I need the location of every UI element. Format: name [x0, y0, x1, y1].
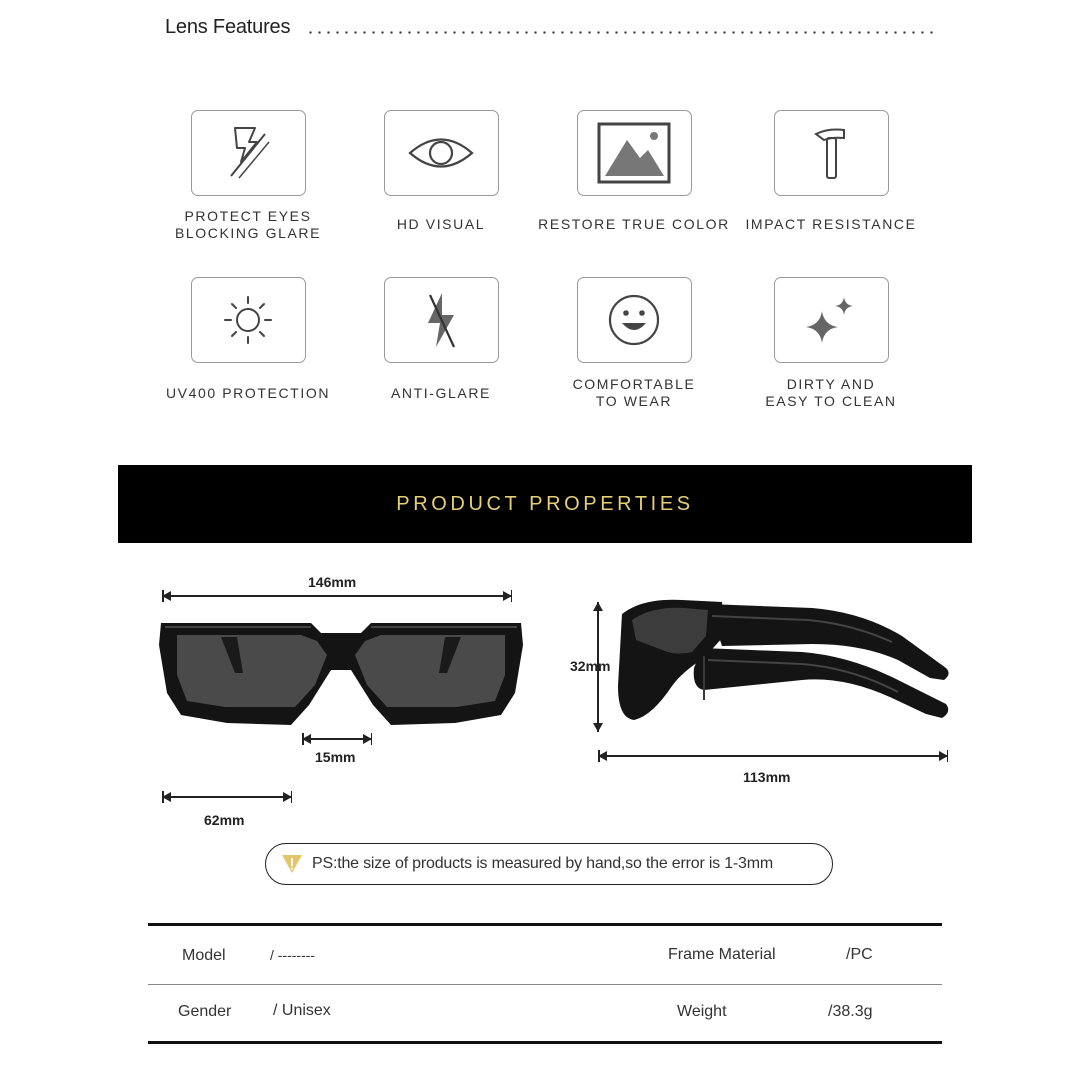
feature-easy-clean [731, 277, 931, 409]
feature-label-line: EASY TO CLEAN [765, 393, 897, 409]
feature-label-line: TO WEAR [595, 393, 673, 409]
smiley-icon [599, 285, 669, 355]
feature-label-line: DIRTY AND [786, 376, 876, 392]
feature-label-line: UV400 PROTECTION [165, 385, 331, 401]
feature-icon-box [774, 110, 889, 196]
feature-label-line: IMPACT RESISTANCE [745, 216, 917, 232]
feature-icon-box [191, 277, 306, 363]
feature-icon-box [577, 110, 692, 196]
feature-label [534, 216, 734, 233]
spec-material-label: Frame Material [668, 946, 776, 963]
spec-material-value: /PC [846, 946, 873, 963]
landscape-picture-icon [594, 118, 674, 188]
note-body: the size of products is measured by hand,so the error is 1-3mm [337, 855, 774, 872]
feature-label-line: RESTORE TRUE COLOR [538, 216, 730, 232]
feature-label-line: BLOCKING GLARE [174, 225, 322, 241]
table-bottom-rule [148, 1041, 942, 1044]
lens-features-title: Lens Features [165, 16, 291, 38]
feature-impact [731, 110, 931, 232]
table-middle-rule [148, 984, 942, 985]
dotted-divider [306, 31, 934, 34]
temple-length-dimension [598, 755, 948, 757]
eye-icon [406, 118, 476, 188]
hammer-icon [796, 118, 866, 188]
temple-length-label: 113mm [743, 769, 791, 785]
total-width-dimension [162, 595, 512, 597]
feature-label-line: ANTI-GLARE [390, 385, 491, 401]
spec-model-label: Model [182, 947, 226, 964]
spec-gender-label: Gender [178, 1003, 232, 1020]
feature-hd-visual [341, 110, 541, 232]
note-text [312, 855, 773, 873]
table-top-rule [148, 923, 942, 926]
feature-label-line: HD VISUAL [396, 216, 486, 232]
feature-label [731, 376, 931, 410]
sunglasses-front-view [155, 615, 527, 730]
feature-label [341, 385, 541, 402]
lens-width-dimension [162, 796, 292, 798]
note-prefix: PS: [312, 855, 338, 872]
product-properties-banner [118, 465, 972, 543]
feature-true-color [534, 110, 734, 232]
spec-model-value: / -------- [270, 947, 316, 963]
feature-label [341, 216, 541, 233]
feature-label [148, 208, 348, 242]
lightning-lens-icon [213, 118, 283, 188]
warning-triangle-icon [280, 853, 304, 875]
feature-uv400 [148, 277, 348, 401]
feature-label [731, 216, 931, 233]
lens-height-label: 32mm [570, 658, 611, 674]
total-width-label: 146mm [308, 574, 357, 590]
feature-protect-eyes [148, 110, 348, 241]
feature-label-line: COMFORTABLE [572, 376, 696, 392]
spec-gender-value: / Unisex [273, 1002, 331, 1019]
bridge-dimension [302, 738, 372, 740]
measurement-note [265, 843, 833, 885]
feature-icon-box [384, 277, 499, 363]
spec-weight-value: /38.3g [828, 1003, 873, 1020]
spec-weight-label: Weight [677, 1003, 727, 1020]
bridge-label: 15mm [315, 749, 356, 765]
sunglasses-side-view [612, 596, 952, 728]
feature-icon-box [384, 110, 499, 196]
sun-icon [213, 285, 283, 355]
feature-icon-box [577, 277, 692, 363]
anti-glare-icon [406, 285, 476, 355]
lens-width-label: 62mm [204, 812, 245, 828]
feature-label [148, 385, 348, 402]
feature-label-line: PROTECT EYES [184, 208, 312, 224]
feature-icon-box [191, 110, 306, 196]
feature-comfortable [534, 277, 734, 409]
sparkle-icon [796, 285, 866, 355]
feature-icon-box [774, 277, 889, 363]
banner-title: PRODUCT PROPERTIES [396, 492, 694, 515]
feature-label [534, 376, 734, 410]
feature-anti-glare [341, 277, 541, 401]
